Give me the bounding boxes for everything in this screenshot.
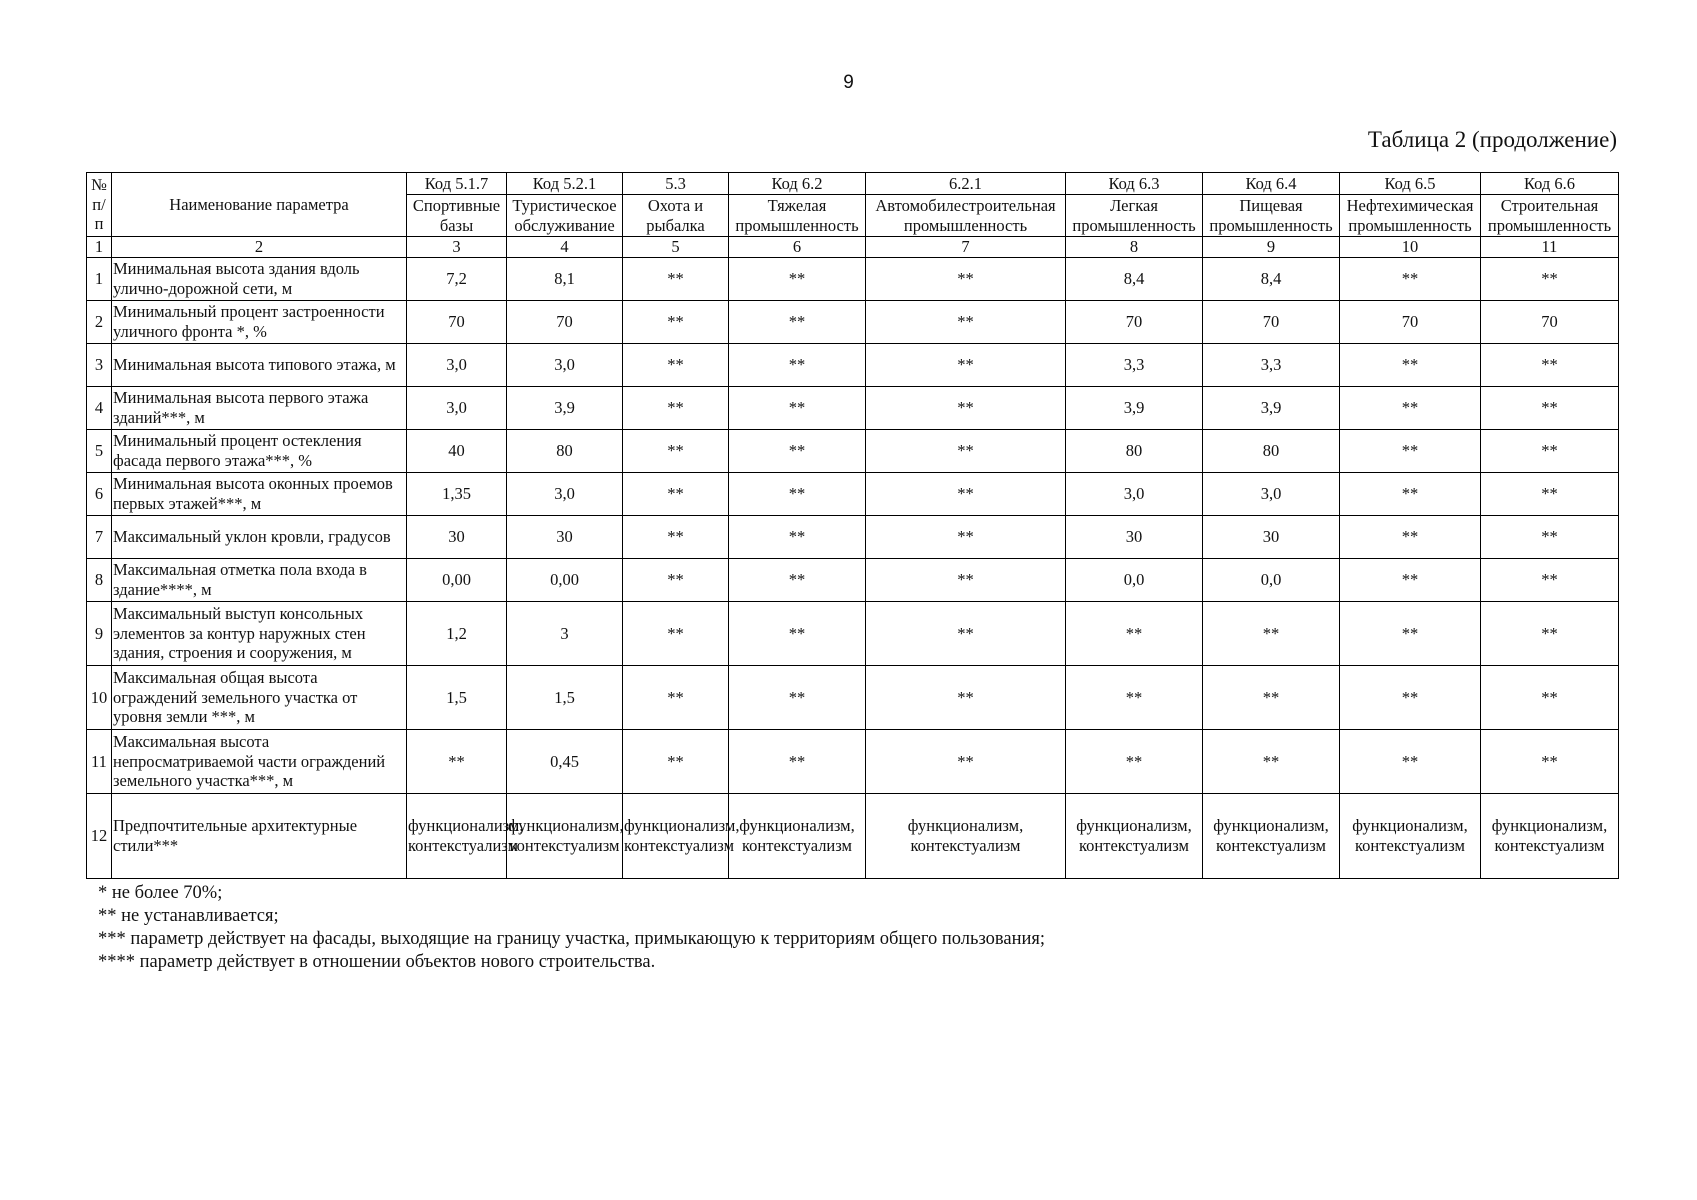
value-cell: 80 (1066, 430, 1203, 473)
value-cell: ** (623, 730, 729, 794)
value-cell: функционализм, контекстуализм (1203, 794, 1340, 879)
value-cell: ** (729, 473, 866, 516)
value-cell: ** (1481, 666, 1619, 730)
value-cell: ** (866, 344, 1066, 387)
value-cell: 8,1 (507, 258, 623, 301)
header-codes-row (87, 173, 1619, 195)
value-cell: 70 (1340, 301, 1481, 344)
value-cell: ** (1203, 602, 1340, 666)
column-number: 3 (407, 237, 507, 258)
value-cell: ** (729, 730, 866, 794)
column-number: 10 (1340, 237, 1481, 258)
value-cell: ** (623, 602, 729, 666)
value-cell: ** (1481, 516, 1619, 559)
header-column-name: Пищевая промышленность (1203, 195, 1340, 237)
table-row (87, 794, 1619, 879)
column-number: 11 (1481, 237, 1619, 258)
header-column-name: Тяжелая промышленность (729, 195, 866, 237)
footnotes (98, 882, 1045, 974)
value-cell: ** (866, 730, 1066, 794)
value-cell: 1,35 (407, 473, 507, 516)
value-cell: 3,0 (407, 387, 507, 430)
header-code: Код 6.6 (1481, 173, 1619, 195)
value-cell: ** (1481, 430, 1619, 473)
value-cell: ** (407, 730, 507, 794)
value-cell: 3,3 (1066, 344, 1203, 387)
header-column-name: Автомобилестроительная промышленность (866, 195, 1066, 237)
value-cell: ** (866, 301, 1066, 344)
header-column-name: Нефтехимическая промышленность (1340, 195, 1481, 237)
value-cell: ** (866, 387, 1066, 430)
value-cell: 0,00 (507, 559, 623, 602)
value-cell: ** (866, 559, 1066, 602)
value-cell: функционализм, контекстуализм (1340, 794, 1481, 879)
footnote: **** параметр действует в отношении объектов нового строительства. (98, 952, 656, 972)
value-cell: функционализм, контекстуализм (1481, 794, 1619, 879)
param-name: Минимальный процент остекления фасада первого этажа***, % (112, 430, 407, 473)
header-code: 6.2.1 (866, 173, 1066, 195)
value-cell: 3,0 (1203, 473, 1340, 516)
value-cell: 0,00 (407, 559, 507, 602)
value-cell: функционализм, контекстуализм (729, 794, 866, 879)
value-cell: ** (1340, 730, 1481, 794)
value-cell: ** (623, 473, 729, 516)
value-cell: ** (866, 258, 1066, 301)
value-cell: ** (1481, 559, 1619, 602)
header-code: Код 6.4 (1203, 173, 1340, 195)
table-row (87, 602, 1619, 666)
value-cell: ** (623, 559, 729, 602)
column-number: 4 (507, 237, 623, 258)
value-cell: 70 (507, 301, 623, 344)
value-cell: 8,4 (1203, 258, 1340, 301)
value-cell: ** (1340, 258, 1481, 301)
table-row (87, 559, 1619, 602)
header-column-name: Строительная промышленность (1481, 195, 1619, 237)
column-number: 9 (1203, 237, 1340, 258)
value-cell: ** (1203, 666, 1340, 730)
value-cell: 3,0 (507, 344, 623, 387)
value-cell: 3,9 (1203, 387, 1340, 430)
value-cell: ** (1340, 666, 1481, 730)
column-number: 8 (1066, 237, 1203, 258)
header-numbering-row (87, 237, 1619, 258)
param-name: Максимальная отметка пола входа в здание****, м (112, 559, 407, 602)
value-cell: ** (1066, 730, 1203, 794)
header-code: Код 6.3 (1066, 173, 1203, 195)
value-cell: ** (1340, 602, 1481, 666)
header-column-name: Туристическое обслуживание (507, 195, 623, 237)
header-code: Код 5.2.1 (507, 173, 623, 195)
value-cell: ** (1340, 559, 1481, 602)
table-row (87, 473, 1619, 516)
header-code: Код 5.1.7 (407, 173, 507, 195)
value-cell: ** (623, 516, 729, 559)
value-cell: 3,9 (507, 387, 623, 430)
value-cell: 70 (1066, 301, 1203, 344)
column-number: 1 (87, 237, 112, 258)
row-number: 2 (87, 301, 112, 344)
row-number: 1 (87, 258, 112, 301)
value-cell: ** (623, 430, 729, 473)
table-row (87, 516, 1619, 559)
row-number: 3 (87, 344, 112, 387)
column-number: 2 (112, 237, 407, 258)
row-number: 6 (87, 473, 112, 516)
value-cell: ** (623, 387, 729, 430)
value-cell: 3,3 (1203, 344, 1340, 387)
value-cell: ** (623, 258, 729, 301)
value-cell: 3,0 (1066, 473, 1203, 516)
table-row (87, 666, 1619, 730)
param-name: Предпочтительные архитектурные стили*** (112, 794, 407, 879)
value-cell: 70 (1203, 301, 1340, 344)
value-cell: ** (729, 344, 866, 387)
parameters-table (86, 172, 1619, 879)
value-cell: ** (1066, 602, 1203, 666)
column-number: 6 (729, 237, 866, 258)
column-number: 5 (623, 237, 729, 258)
param-name: Минимальный процент застроенности уличного фронта *, % (112, 301, 407, 344)
value-cell: 80 (507, 430, 623, 473)
value-cell: ** (729, 516, 866, 559)
value-cell: 3,9 (1066, 387, 1203, 430)
value-cell: ** (729, 387, 866, 430)
param-name: Минимальная высота типового этажа, м (112, 344, 407, 387)
value-cell: ** (866, 602, 1066, 666)
value-cell: ** (1481, 258, 1619, 301)
value-cell: 70 (407, 301, 507, 344)
footnote: *** параметр действует на фасады, выходящие на границу участка, примыкающую к территориям общего пользования; (98, 929, 1046, 949)
value-cell: функционализм, контекстуализм (623, 794, 729, 879)
value-cell: ** (866, 666, 1066, 730)
value-cell: 3,0 (507, 473, 623, 516)
value-cell: ** (1481, 473, 1619, 516)
footnote: * не более 70%; (98, 883, 223, 903)
value-cell: ** (1066, 666, 1203, 730)
value-cell: 1,5 (407, 666, 507, 730)
value-cell: 3 (507, 602, 623, 666)
row-number: 5 (87, 430, 112, 473)
header-code: Код 6.2 (729, 173, 866, 195)
param-name: Максимальный уклон кровли, градусов (112, 516, 407, 559)
value-cell: ** (866, 473, 1066, 516)
param-name: Минимальная высота здания вдоль улично-дорожной сети, м (112, 258, 407, 301)
value-cell: 8,4 (1066, 258, 1203, 301)
value-cell: функционализм, контекстуализм (407, 794, 507, 879)
value-cell: ** (1481, 344, 1619, 387)
value-cell: ** (866, 516, 1066, 559)
value-cell: 80 (1203, 430, 1340, 473)
value-cell: ** (729, 430, 866, 473)
value-cell: ** (1340, 430, 1481, 473)
page-number: 9 (843, 72, 854, 93)
value-cell: 0,45 (507, 730, 623, 794)
column-number: 7 (866, 237, 1066, 258)
value-cell: ** (623, 301, 729, 344)
value-cell: 30 (1203, 516, 1340, 559)
value-cell: 0,0 (1066, 559, 1203, 602)
value-cell: 30 (1066, 516, 1203, 559)
value-cell: ** (1340, 344, 1481, 387)
param-name: Максимальная общая высота ограждений земельного участка от уровня земли ***, м (112, 666, 407, 730)
value-cell: ** (1481, 387, 1619, 430)
param-name: Минимальная высота первого этажа зданий***, м (112, 387, 407, 430)
value-cell: ** (623, 344, 729, 387)
table-row (87, 730, 1619, 794)
value-cell: ** (729, 666, 866, 730)
value-cell: ** (729, 301, 866, 344)
value-cell: 0,0 (1203, 559, 1340, 602)
value-cell: ** (1481, 730, 1619, 794)
value-cell: ** (1340, 387, 1481, 430)
table-row (87, 344, 1619, 387)
value-cell: 1,2 (407, 602, 507, 666)
value-cell: 1,5 (507, 666, 623, 730)
value-cell: ** (866, 430, 1066, 473)
value-cell: функционализм, контекстуализм (507, 794, 623, 879)
header-num: № п/п (87, 173, 112, 237)
row-number: 9 (87, 602, 112, 666)
row-number: 12 (87, 794, 112, 879)
value-cell: 40 (407, 430, 507, 473)
row-number: 11 (87, 730, 112, 794)
table-row (87, 387, 1619, 430)
value-cell: 30 (407, 516, 507, 559)
value-cell: ** (1481, 602, 1619, 666)
table-row (87, 258, 1619, 301)
param-name: Максимальный выступ консольных элементов за контур наружных стен здания, строения и сооружения, м (112, 602, 407, 666)
value-cell: ** (1203, 730, 1340, 794)
header-param-name: Наименование параметра (112, 173, 407, 237)
header-column-name: Легкая промышленность (1066, 195, 1203, 237)
header-code: Код 6.5 (1340, 173, 1481, 195)
table-row (87, 430, 1619, 473)
header-column-name: Спортивные базы (407, 195, 507, 237)
value-cell: 30 (507, 516, 623, 559)
value-cell: ** (729, 559, 866, 602)
value-cell: функционализм, контекстуализм (1066, 794, 1203, 879)
param-name: Минимальная высота оконных проемов первых этажей***, м (112, 473, 407, 516)
value-cell: ** (623, 666, 729, 730)
value-cell: ** (1340, 516, 1481, 559)
footnote: ** не устанавливается; (98, 906, 279, 926)
value-cell: ** (1340, 473, 1481, 516)
table-caption: Таблица 2 (продолжение) (1367, 127, 1617, 152)
value-cell: 3,0 (407, 344, 507, 387)
row-number: 4 (87, 387, 112, 430)
value-cell: 7,2 (407, 258, 507, 301)
header-column-name: Охота и рыбалка (623, 195, 729, 237)
value-cell: ** (729, 602, 866, 666)
header-code: 5.3 (623, 173, 729, 195)
value-cell: функционализм, контекстуализм (866, 794, 1066, 879)
table-row (87, 301, 1619, 344)
row-number: 7 (87, 516, 112, 559)
value-cell: 70 (1481, 301, 1619, 344)
row-number: 10 (87, 666, 112, 730)
param-name: Максимальная высота непросматриваемой части ограждений земельного участка***, м (112, 730, 407, 794)
row-number: 8 (87, 559, 112, 602)
value-cell: ** (729, 258, 866, 301)
